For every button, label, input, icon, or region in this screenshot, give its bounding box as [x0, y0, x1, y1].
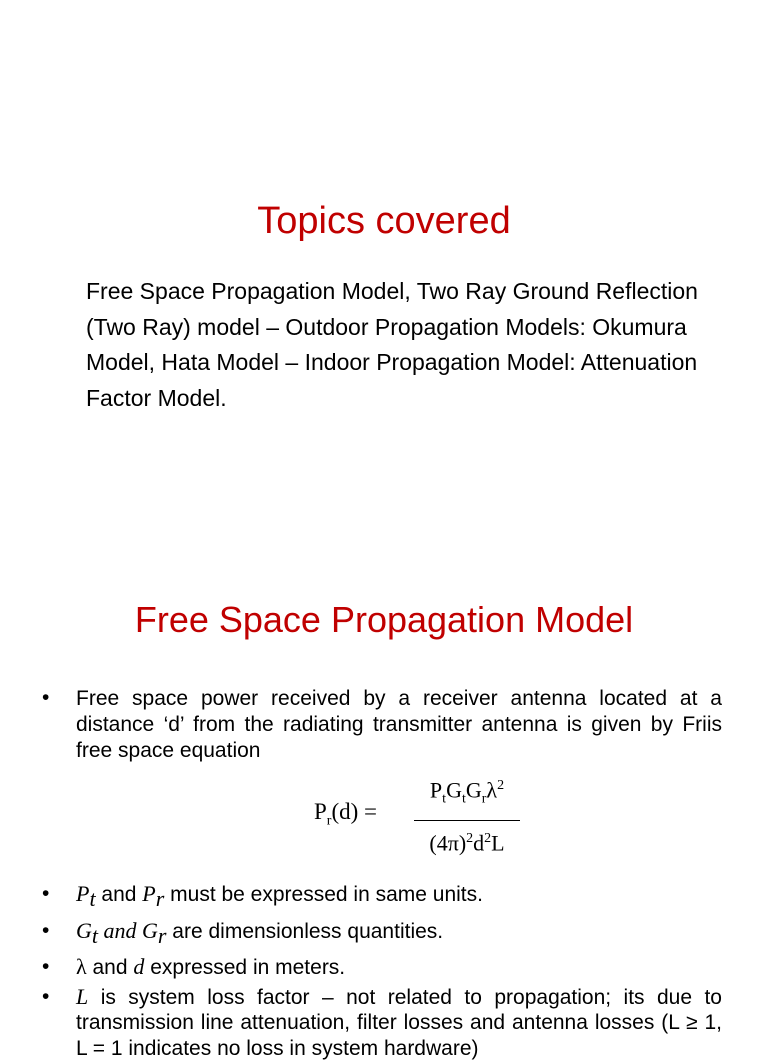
bullet-dot: • [42, 918, 50, 942]
equation-denominator: $(4\pi)^2d^2L$ [429, 830, 505, 856]
equation-lhs: $P_r(d)$ = [314, 799, 378, 829]
bullet-dot: • [42, 955, 50, 979]
bullet-dot: • [42, 882, 50, 905]
bullet-gains: • $G_t$ and $G_r$ are dimensionless quantities. [42, 915, 722, 952]
section-title: Free Space Propagation Model [134, 599, 634, 640]
bullet-units: • $P_t$ and $P_r$ must be expressed in same units. [42, 878, 722, 915]
friis-equation [76, 770, 722, 856]
bullet-loss: • L is system loss factor – not related to propagation; its due to transmission line attenuation, filter losses and antenna losses (L ≥ 1, L = 1 indicates no loss in system hardware) [42, 983, 722, 1060]
page-title: Topics covered [257, 200, 511, 242]
bullet-friis [42, 686, 722, 856]
bullet-dot: • [42, 984, 50, 1008]
topics-paragraph: Free Space Propagation Model, Two Ray Ground Reflection (Two Ray) model – Outdoor Propagation Models: Okumura Model, Hata Model – Indoor Propagation Model: Attenuation Factor Model. [86, 278, 698, 412]
equation-fraction [412, 770, 522, 859]
equation-numerator: $P_tG_tG_r\lambda^2$ [429, 777, 505, 807]
bullet-meters: • λ and d expressed in meters. [42, 951, 722, 984]
bullet-list [42, 686, 722, 1061]
bullet-text: Free space power received by a receiver antenna located at a distance ‘d’ from the radiating transmitter antenna is given by Friis free space equation [76, 687, 722, 762]
bullet-dot: • [42, 686, 50, 709]
